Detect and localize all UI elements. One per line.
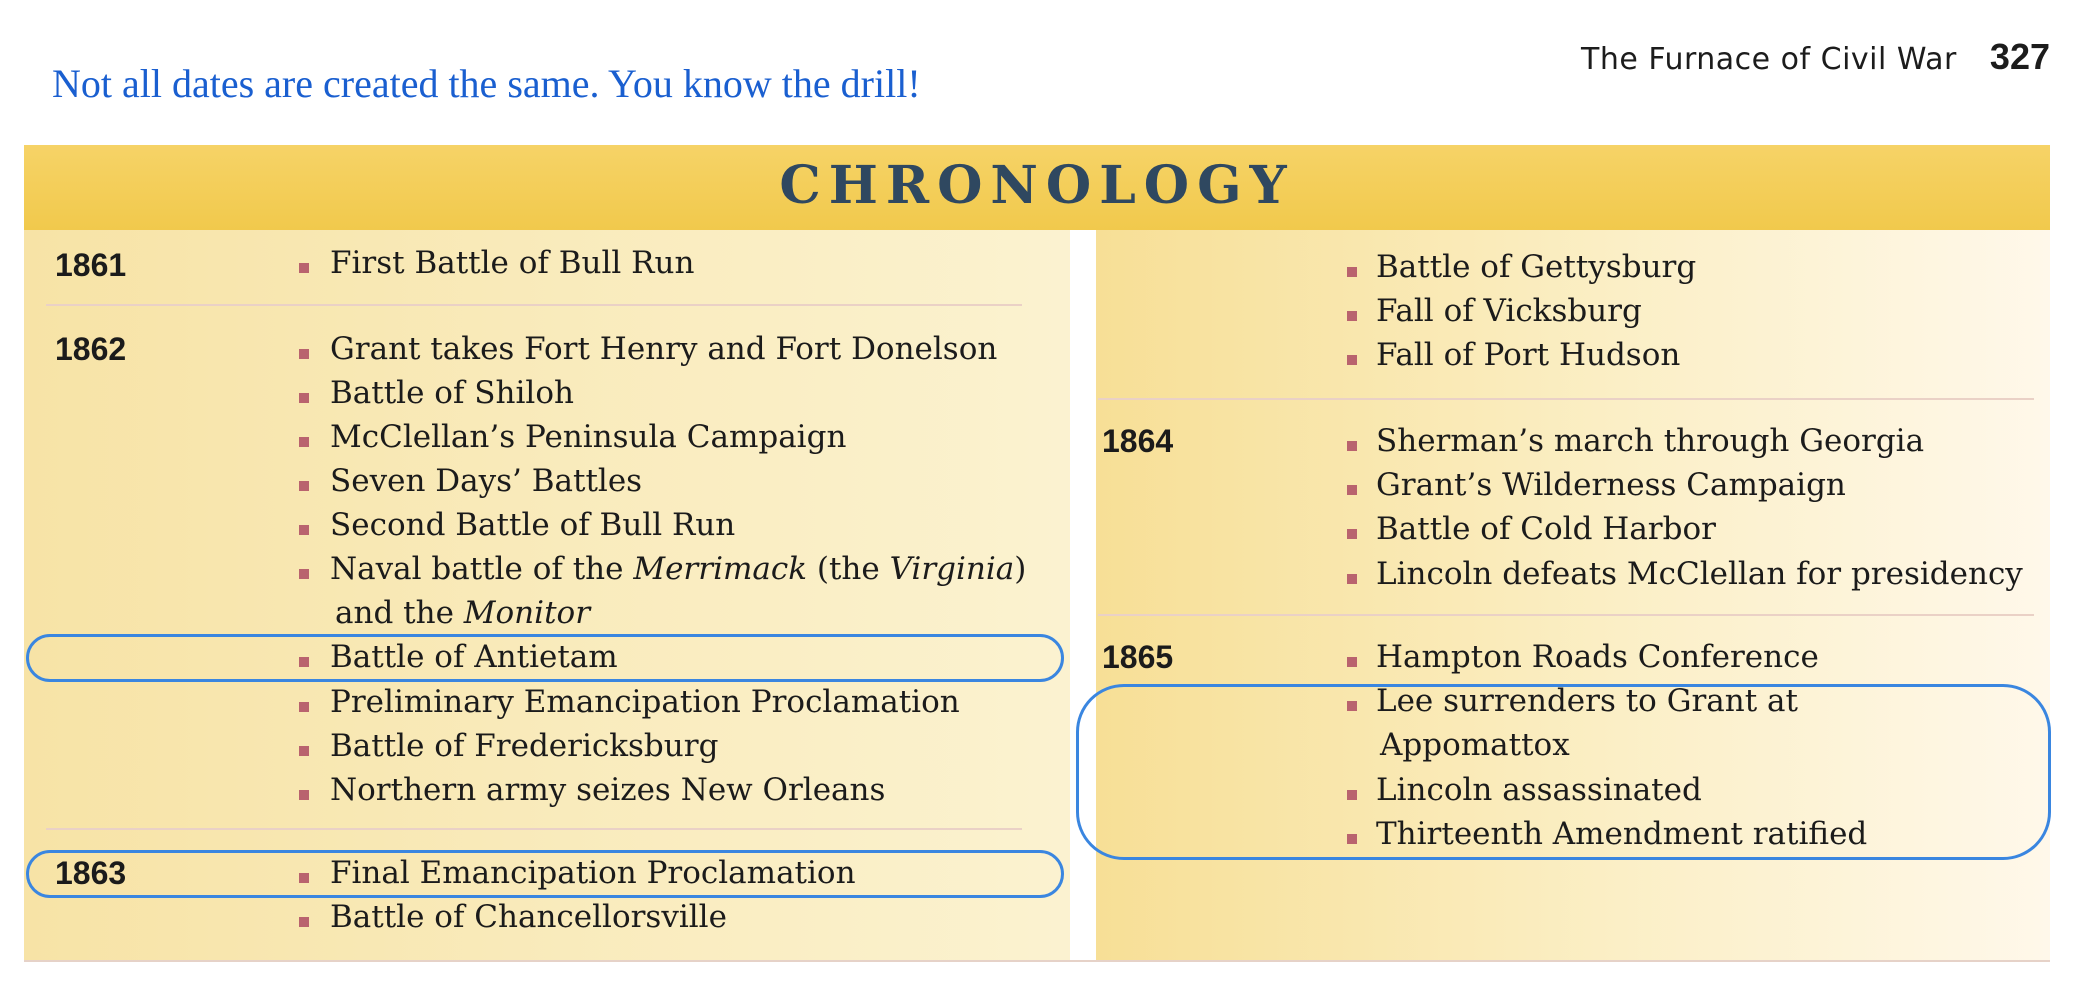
bullet-icon (299, 263, 309, 273)
annotation-circle-final-emancipation (26, 850, 1064, 898)
naval-battle-text-1: Naval battle of the (330, 551, 634, 587)
column-divider (1070, 230, 1096, 960)
running-head (1581, 36, 2050, 78)
bullet-icon (299, 569, 309, 579)
event-lee-surrenders: Lee surrenders to Grant at (1376, 683, 1798, 719)
bullet-icon (299, 525, 309, 535)
annotation-circle-antietam (26, 634, 1064, 682)
year-1865: 1865 (1102, 639, 1174, 675)
chronology-title-band (24, 145, 2050, 230)
event-naval-battle (330, 551, 1026, 587)
ship-name-merrimack: Merrimack (633, 551, 808, 587)
event-fredericksburg: Battle of Fredericksburg (330, 728, 719, 764)
ship-name-virginia: Virginia (889, 551, 1015, 587)
handwritten-annotation-note: Not all dates are created the same. You know the drill! (52, 61, 921, 106)
year-1861: 1861 (55, 247, 127, 283)
event-lee-surrenders-continued: Appomattox (1380, 727, 1570, 763)
year-divider-rule (1098, 398, 2034, 400)
event-lincoln-reelected: Lincoln defeats McClellan for presidency (1376, 556, 2023, 592)
event-first-bull-run: First Battle of Bull Run (330, 245, 695, 281)
year-1864: 1864 (1102, 423, 1174, 459)
event-second-bull-run: Second Battle of Bull Run (330, 507, 736, 543)
event-antietam: Battle of Antietam (330, 639, 618, 675)
bullet-icon (299, 481, 309, 491)
naval-battle-text-3: ) (1014, 551, 1027, 587)
year-divider-rule (46, 304, 1022, 306)
bullet-icon (1347, 267, 1357, 277)
bullet-icon (299, 917, 309, 927)
naval-battle-text-4: and the (335, 595, 464, 631)
bullet-icon (1347, 574, 1357, 584)
bullet-icon (299, 393, 309, 403)
bullet-icon (299, 437, 309, 447)
event-port-hudson: Fall of Port Hudson (1376, 337, 1681, 373)
event-gettysburg: Battle of Gettysburg (1376, 249, 1697, 285)
naval-battle-text-2: (the (807, 551, 890, 587)
event-hampton-roads: Hampton Roads Conference (1376, 639, 1819, 675)
year-1863: 1863 (55, 855, 127, 891)
bullet-icon (299, 790, 309, 800)
event-lincoln-assassinated: Lincoln assassinated (1376, 772, 1702, 808)
event-new-orleans: Northern army seizes New Orleans (330, 772, 886, 808)
event-fort-henry-donelson: Grant takes Fort Henry and Fort Donelson (330, 331, 998, 367)
bullet-icon (1347, 657, 1357, 667)
event-seven-days: Seven Days’ Battles (330, 463, 643, 499)
event-shiloh: Battle of Shiloh (330, 375, 574, 411)
bullet-icon (1347, 311, 1357, 321)
event-vicksburg: Fall of Vicksburg (1376, 293, 1642, 329)
bullet-icon (1347, 529, 1357, 539)
event-wilderness-campaign: Grant’s Wilderness Campaign (1376, 467, 1846, 503)
page-number: 327 (1989, 36, 2050, 77)
bullet-icon (1347, 355, 1357, 365)
bullet-icon (1347, 441, 1357, 451)
event-naval-battle-continued (335, 595, 590, 631)
event-peninsula-campaign: McClellan’s Peninsula Campaign (330, 419, 847, 455)
event-sherman-march: Sherman’s march through Georgia (1376, 423, 1925, 459)
bullet-icon (299, 349, 309, 359)
chronology-title: CHRONOLOGY (779, 155, 1295, 216)
event-thirteenth-amendment: Thirteenth Amendment ratified (1376, 816, 1868, 852)
year-divider-rule (46, 828, 1022, 830)
event-preliminary-emancipation: Preliminary Emancipation Proclamation (330, 684, 960, 720)
event-final-emancipation: Final Emancipation Proclamation (330, 855, 856, 891)
chapter-title: The Furnace of Civil War (1581, 42, 1957, 77)
bullet-icon (1347, 485, 1357, 495)
event-cold-harbor: Battle of Cold Harbor (1376, 511, 1716, 547)
event-chancellorsville: Battle of Chancellorsville (330, 899, 727, 935)
year-1862: 1862 (55, 331, 127, 367)
year-divider-rule (1098, 614, 2034, 616)
ship-name-monitor: Monitor (463, 595, 591, 631)
annotation-circle-1865-events (1076, 684, 2051, 860)
bullet-icon (299, 702, 309, 712)
bullet-icon (299, 746, 309, 756)
